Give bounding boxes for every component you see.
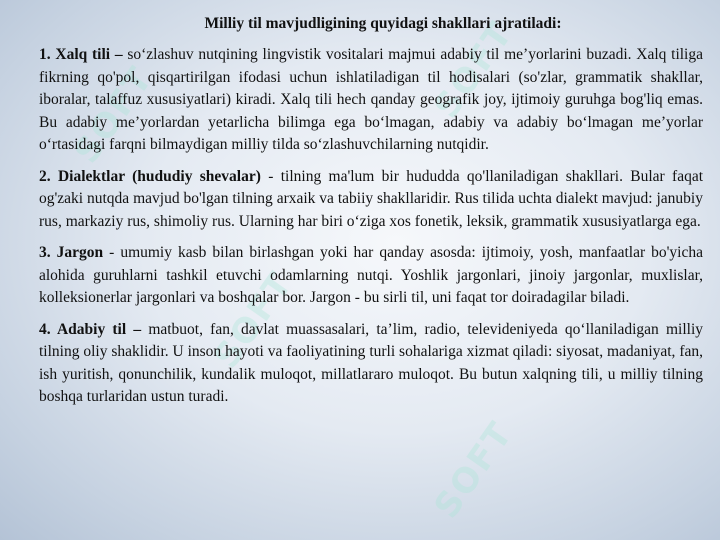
term-label: 2. Dialektlar (hududiy shevalar)	[39, 167, 261, 185]
paragraph-dialektlar	[39, 166, 703, 234]
paragraph-xalq-tili	[39, 44, 703, 157]
watermark-text: SOFT	[206, 264, 302, 376]
slide-title: Milliy til mavjudligining quyidagi shakllari ajratiladi:	[204, 15, 562, 32]
paragraph-jargon	[39, 242, 703, 310]
watermark-text: SOFT	[426, 414, 522, 526]
watermark-text: SOFT	[426, 14, 522, 126]
watermark-text: SOFT	[66, 59, 162, 171]
paragraph-text: - tilning ma'lum bir hududda qo'llaniladigan shakllari. Bular faqat og'zaki nutqda mavjud bo'lgan tilning arxaik va tabiiy shakllaridir. Rus tilida uchta dialekt mavjud: janubiy rus, markaziy rus, shimoliy rus. Ularning har biri o‘ziga xos fonetik, leksik, grammatik xususiyatlarga ega.	[39, 167, 704, 230]
paragraph-text: - umumiy kasb bilan birlashgan yoki har qanday asosda: ijtimoiy, yosh, manfaatlar bo'yicha alohida guruhlarni tashkil etuvchi odamlarning nutqi. Yoshlik jargonlari, jinoiy jargonlar, muxlislar, kolleksionerlar jargonlari va boshqalar bor. Jargon - bu sirli til, uni faqat tor doiradagilar biladi.	[39, 244, 703, 306]
paragraph-adabiy-til	[39, 319, 703, 409]
slide-content	[39, 14, 703, 418]
paragraph-text: matbuot, fan, davlat muassasalari, ta’lim, radio, televideniyeda qo‘llaniladigan milliy tilning oliy shaklidir. U inson hayoti va faoliyatining turli sohalariga xizmat qiladi: siyosat, madaniyat, fan, ish yuritish, qonunchilik, kundalik muloqot, millatlararo muloqot. Bu butun xalqning tili, u milliy tilning boshqa turlaridan ustun turadi.	[39, 320, 703, 405]
term-label: 1. Xalq tili –	[39, 46, 123, 63]
paragraph-text: so‘zlashuv nutqining lingvistik vositalari majmui adabiy til me’yorlarini buzadi. Xalq tiliga fikrning qo'pol, qisqartirilgan ifodasi uchun ishlatiladigan til hodisalari (so'zlar, grammatik shakllar, iboralar, talaffuz xususiyatlari) kiradi. Xalq tili hech qanday geografik joy, ijtimoiy guruhga bog'liq emas. Bu adabiy me’yorlardan yetarlicha bilimga ega bo‘lmagan, adabiy va adabiy bo‘lmagan me’yorlar o‘rtasidagi farqni bilmaydigan milliy tilda so‘zlashuvchilarning nutqidir.	[39, 46, 703, 153]
term-label: 3. Jargon	[39, 244, 104, 261]
term-label: 4. Adabiy til –	[39, 320, 142, 338]
